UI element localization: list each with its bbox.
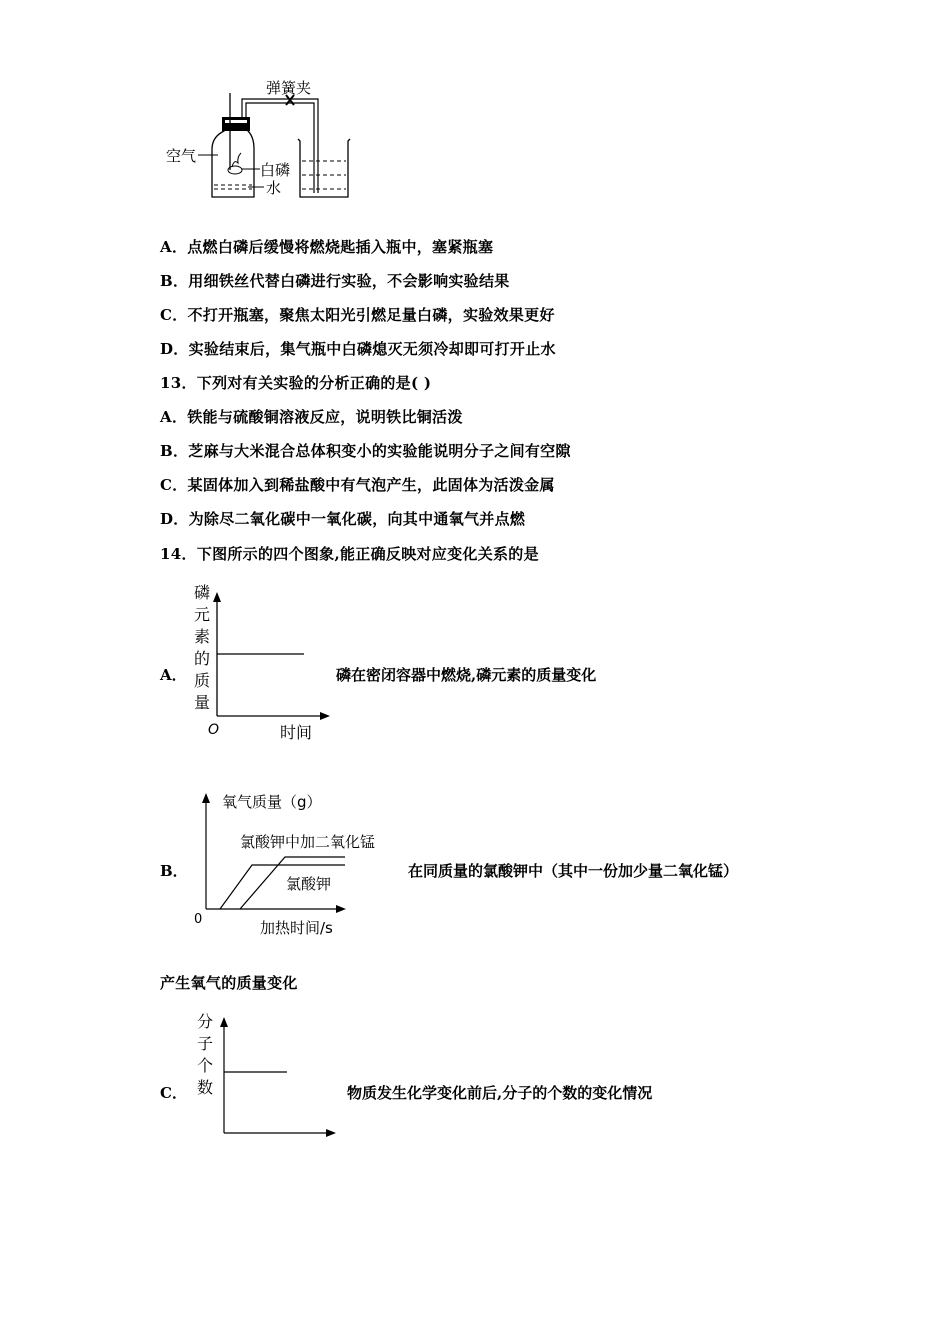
q14-option-a-label: A．: [160, 666, 187, 684]
chart-a-ylabel-0: 磷: [194, 583, 211, 602]
chart-c-ylabel-2: 个: [197, 1056, 214, 1075]
chart-a-ylabel-3: 的: [194, 649, 211, 668]
chart-a-ylabel-2: 素: [194, 627, 211, 646]
q14-stem: 14．下图所示的四个图象,能正确反映对应变化关系的是: [160, 545, 539, 563]
chart-a-ylabel-5: 量: [194, 693, 211, 712]
chart-b-origin: 0: [194, 912, 203, 927]
chart-a-ylabel-1: 元: [194, 605, 211, 624]
chart-c-ylabel-3: 数: [197, 1078, 214, 1097]
q14-option-b-label: B．: [160, 862, 188, 880]
chart-a-origin: O: [208, 722, 220, 738]
beaker: [298, 139, 350, 197]
q14-option-b-desc-cont: 产生氧气的质量变化: [160, 974, 298, 992]
q14-option-a-desc: 磷在密闭容器中燃烧,磷元素的质量变化: [336, 666, 597, 684]
chart-a-xlabel: 时间: [280, 723, 313, 742]
chart-b-ylabel: 氧气质量（g）: [222, 793, 322, 811]
water-label: 水: [266, 179, 282, 197]
chart-b-series2-label: 氯酸钾: [286, 875, 332, 893]
chart-a: [190, 580, 340, 745]
q12-option-b: B．用细铁丝代替白磷进行实验，不会影响实验结果: [160, 272, 510, 290]
apparatus-diagram: [160, 75, 360, 205]
chart-c: [190, 1005, 350, 1145]
q14-option-c-desc: 物质发生化学变化前后,分子的个数的变化情况: [347, 1084, 653, 1102]
chart-b-xlabel: 加热时间/s: [260, 919, 333, 937]
clamp-label: 弹簧夹: [266, 79, 312, 97]
chart-a-ylabel-4: 质: [194, 671, 211, 690]
q13-option-c: C．某固体加入到稀盐酸中有气泡产生，此固体为活泼金属: [160, 476, 555, 494]
chart-b: [190, 785, 405, 940]
q13-stem: 13．下列对有关实验的分析正确的是( ): [160, 374, 432, 392]
q13-option-d: D．为除尽二氧化碳中一氧化碳，向其中通氧气并点燃: [160, 510, 526, 528]
chart-c-ylabel-0: 分: [197, 1012, 214, 1031]
chart-c-ylabel-1: 子: [197, 1034, 214, 1053]
stopper: [222, 117, 250, 131]
q14-option-c-label: C．: [160, 1084, 187, 1102]
phosphorus-label: 白磷: [260, 161, 291, 179]
q12-option-a: A．点燃白磷后缓慢将燃烧匙插入瓶中，塞紧瓶塞: [160, 238, 494, 256]
q14-option-b-desc: 在同质量的氯酸钾中（其中一份加少量二氧化锰）: [408, 862, 739, 880]
q13-option-b: B．芝麻与大米混合总体积变小的实验能说明分子之间有空隙: [160, 442, 571, 460]
chart-b-series1-label: 氯酸钾中加二氧化锰: [240, 833, 376, 851]
gas-bottle: [212, 123, 254, 197]
air-label: 空气: [166, 147, 197, 165]
q12-option-d: D．实验结束后，集气瓶中白磷熄灭无须冷却即可打开止水: [160, 340, 556, 358]
q12-option-c: C．不打开瓶塞，聚焦太阳光引燃足量白磷，实验效果更好: [160, 306, 555, 324]
q13-option-a: A．铁能与硫酸铜溶液反应，说明铁比铜活泼: [160, 408, 463, 426]
